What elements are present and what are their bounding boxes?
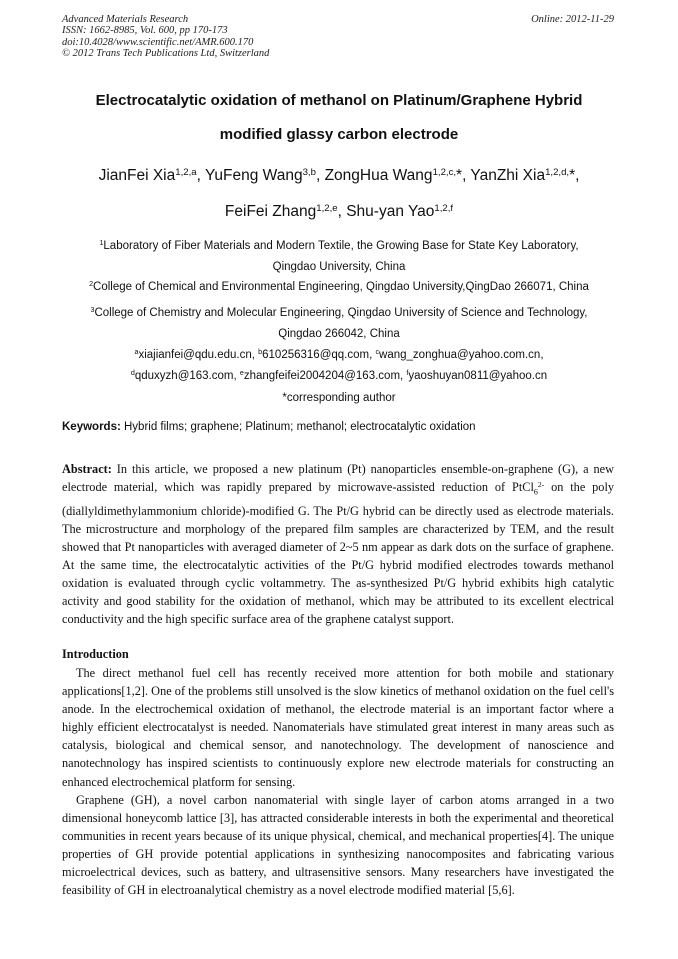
- doi: doi:10.4028/www.scientific.net/AMR.600.170: [62, 36, 254, 48]
- author-name: YanZhi Xia: [470, 167, 546, 184]
- introduction-body: [62, 664, 614, 899]
- author-affil: 1,2,e: [316, 202, 338, 214]
- affiliation-mark: 2: [89, 280, 94, 289]
- abstract-text: In this article, we proposed a new platinum (Pt) nanoparticles ensemble-on-graphene (G), a new electrode material, which was rapidly prepared by microwave-assisted reduction of PtCl: [62, 462, 614, 495]
- paragraph: The direct methanol fuel cell has recently received more attention for both mobile and stationary applications[1,2]. One of the problems still unsolved is the slow kinetics of methanol oxidation on the fuel cell's anode. In the electrochemical oxidation of methanol, the electrode material is an important factor where a highly efficient electrocatalyst is needed. Nanomaterials have stimulated great interest in many areas such as catalysis, biological and chemical sensor, and nanotechnology. The development of nanoscience and nanotechnology has inspired scientists to continuously explore new electrode materials for constructing an enhanced electrochemical platform for sensing.: [62, 666, 614, 789]
- abstract: [62, 460, 614, 628]
- email-mark: d: [130, 369, 135, 378]
- email-address: zhangfeifei2004204@163.com,: [243, 370, 407, 382]
- affiliation-text: Laboratory of Fiber Materials and Modern Textile, the Growing Base for State Key Laboratory,: [103, 240, 579, 252]
- author-name: JianFei Xia: [98, 167, 176, 184]
- abstract-label: Abstract:: [62, 462, 112, 476]
- affiliation-text: College of Chemistry and Molecular Engineering, Qingdao University of Science and Technology,: [94, 307, 588, 319]
- keywords: [62, 421, 618, 433]
- email-address: wang_zonghua@yahoo.com.cn,: [379, 349, 544, 361]
- email-mark: b: [258, 348, 263, 357]
- keywords-text: Hybrid films; graphene; Platinum; methanol; electrocatalytic oxidation: [120, 421, 476, 433]
- email-mark: a: [134, 348, 139, 357]
- online-date: Online: 2012-11-29: [531, 14, 614, 25]
- author-affil: 1,2,d,: [545, 166, 570, 178]
- email-mark: e: [239, 369, 244, 378]
- affiliation-text: Qingdao 266042, China: [278, 328, 400, 340]
- corresponding-author-note: *corresponding author: [282, 392, 396, 404]
- author-affil: 1,2,f: [434, 202, 454, 214]
- author-name: FeiFei Zhang: [224, 203, 317, 220]
- author-sep: ,: [337, 203, 347, 220]
- abstract-superscript: 2-: [537, 479, 545, 489]
- section-heading-introduction: Introduction: [62, 647, 129, 661]
- affiliation-1: [60, 236, 618, 277]
- email-mark: f: [406, 369, 409, 378]
- author-list-line1: [40, 167, 638, 185]
- email-address: xiajianfei@qdu.edu.cn,: [138, 349, 259, 361]
- paper-title-line1: Electrocatalytic oxidation of methanol on Platinum/Graphene Hybrid: [95, 92, 583, 109]
- copyright: © 2012 Trans Tech Publications Ltd, Switzerland: [62, 48, 270, 60]
- affiliation-text: Qingdao University, China: [272, 261, 406, 273]
- affiliation-mark: 3: [90, 306, 95, 315]
- email-address: yaoshuyan0811@yahoo.cn: [408, 370, 548, 382]
- paper-title-line2: modified glassy carbon electrode: [219, 126, 459, 143]
- author-sep: ,: [315, 167, 325, 184]
- email-address: 610256316@qq.com,: [262, 349, 376, 361]
- affiliation-text: College of Chemical and Environmental Engineering, Qingdao University,QingDao 266071, China: [93, 281, 589, 293]
- keywords-label: Keywords:: [62, 421, 121, 433]
- author-affil: 1,2,c,: [432, 166, 457, 178]
- affiliation-3: [60, 303, 618, 344]
- affiliation-mark: 1: [99, 239, 104, 248]
- author-sep: ,: [196, 167, 205, 184]
- abstract-subscript: 6: [533, 487, 538, 497]
- author-list-line2: [40, 203, 638, 221]
- author-sep: *,: [456, 167, 471, 184]
- author-affil: 1,2,a: [175, 166, 197, 178]
- paragraph: Graphene (GH), a novel carbon nanomaterial with single layer of carbon atoms arranged in a two dimensional honeycomb lattice [3], has attracted considerable interests in both the experimental and theoretical communities in recent years because of its unique physical, chemical, and mechanical properties[4]. The unique properties of GH provide potential applications in synthesizing nanocomposites and fabricating various microelectrical devices, such as battery, and ultrasensitive sensors. Many researchers have investigated the feasibility of GH in electroanalytical chemistry as a novel electrode modified material [5,6].: [62, 792, 614, 898]
- author-affil: 3,b: [302, 166, 316, 178]
- journal-name: Advanced Materials Research: [62, 14, 189, 25]
- author-sep: *,: [569, 167, 580, 184]
- email-mark: c: [375, 348, 380, 357]
- journal-header: [62, 14, 614, 60]
- author-name: Shu-yan Yao: [346, 203, 435, 220]
- email-address: qduxyzh@163.com,: [134, 370, 240, 382]
- author-name: YuFeng Wang: [204, 167, 303, 184]
- issn: ISSN: 1662-8985, Vol. 600, pp 170-173: [62, 25, 228, 37]
- abstract-text: on the poly (diallyldimethylammonium chloride)-modified G. The Pt/G hybrid can be directly used as electrode materials. The microstructure and morphology of the prepared film samples are characterized by TEM, and the result showed that Pt nanoparticles with averaged diameter of 2~5 nm appear as dark dots on the surface of graphene. At the same time, the electrocatalytic activities of the Pt/G hybrid modified electrodes towards methanol oxidation is evaluated through cyclic voltammetry. The as-synthesized Pt/G hybrid exhibits high catalytic activity and good stability for the oxidation of methanol, which may be attributed to its excellent electrical conductivity and the high specific surface area of the graphene catalyst support.: [62, 480, 615, 627]
- email-list: [60, 345, 618, 387]
- author-name: ZongHua Wang: [324, 167, 433, 184]
- affiliation-2: [56, 277, 622, 298]
